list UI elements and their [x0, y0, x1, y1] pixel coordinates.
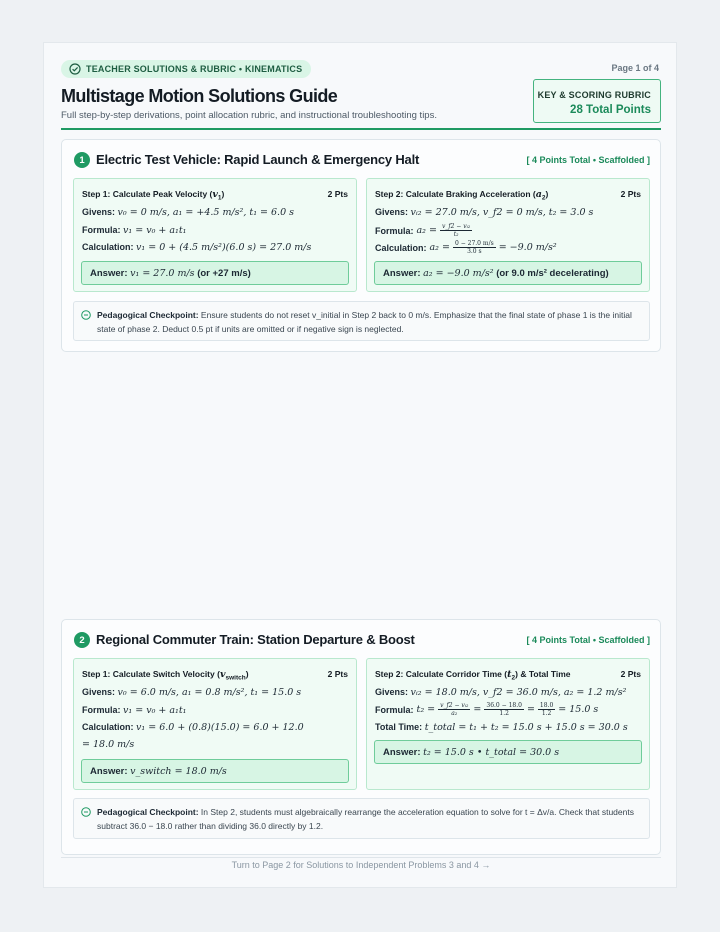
- answer-box: Answer: t₂ = 15.0 s • t_total = 30.0 s: [374, 740, 642, 764]
- step-title: Step 1: Calculate Peak Velocity $(v_1)$: [82, 189, 225, 202]
- problem-number: 2: [74, 632, 90, 648]
- footer-divider: [61, 857, 661, 858]
- problem-points: [ 4 Points Total • Scaffolded ]: [526, 155, 650, 165]
- pedagogical-checkpoint: [73, 798, 650, 839]
- footer-note: Turn to Page 2 for Solutions to Independent Problems 3 and 4 →: [231, 860, 491, 870]
- answer-box: Answer: v_switch = 18.0 m/s: [81, 759, 349, 783]
- page-subtitle: Full step-by-step derivations, point allocation rubric, and instructional troubleshooting tips.: [61, 110, 437, 121]
- info-icon: [81, 310, 91, 320]
- formula-line: Formula: t₂ = $\frac{\text{v\_f2 − vᵢ₂}}{\text{a₂}}$ = $\frac{36.0 - 18.0}{1.2}$ = $\frac{18.0}{1.2}$ = 15.0 s: [375, 702, 599, 717]
- step-card: [366, 658, 650, 790]
- calculation-line: Calculation: a₂ = $\frac{0 - 27.0 m/s}{3.0 s}$ = −9.0 m/s²: [375, 240, 557, 255]
- step-card: [73, 178, 357, 292]
- header-divider: [61, 128, 661, 130]
- total-points: 28 Total Points: [570, 104, 651, 116]
- step-title: Step 2: Calculate Braking Acceleration $(a_2)$: [375, 189, 549, 202]
- formula-line: Formula: v₁ = v₀ + a₁t₁: [82, 225, 187, 236]
- step-card: [73, 658, 357, 790]
- answer-box: Answer: v₁ = 27.0 m/s (or +27 m/s): [81, 261, 349, 285]
- problem-section-2: [61, 619, 661, 855]
- givens-line: Givens: vᵢ₂ = 18.0 m/s, v_f2 = 36.0 m/s, a₂ = 1.2 m/s²: [375, 687, 627, 698]
- givens-line: Givens: v₀ = 0 m/s, a₁ = +4.5 m/s², t₁ = 6.0 s: [82, 207, 295, 218]
- pedagogical-checkpoint: [73, 301, 650, 341]
- calculation-line: Calculation: v₁ = 0 + (4.5 m/s²)(6.0 s) = 27.0 m/s: [82, 242, 312, 253]
- step-points: 2 Pts: [620, 669, 641, 679]
- step-title: Step 2: Calculate Corridor Time $(t_2)$ & Total Time: [375, 669, 571, 682]
- formula-line: Formula: a₂ = $\frac{\text{v\_f2 − vᵢ₂}}{\text{t₂}}$: [375, 223, 471, 238]
- checkpoint-label: Pedagogical Checkpoint:: [97, 310, 199, 320]
- subject-badge: [61, 60, 311, 78]
- givens-line: Givens: vᵢ₂ = 27.0 m/s, v_f2 = 0 m/s, t₂ = 3.0 s: [375, 207, 594, 218]
- info-icon: [81, 807, 91, 817]
- calculation-continued: = 18.0 m/s: [82, 739, 135, 750]
- problem-title: Regional Commuter Train: Station Departure & Boost: [96, 632, 415, 647]
- step-points: 2 Pts: [327, 189, 348, 199]
- step-points: 2 Pts: [327, 669, 348, 679]
- step-card: [366, 178, 650, 292]
- formula-line: Formula: v₁ = v₀ + a₁t₁: [82, 705, 187, 716]
- scoring-key-box: [533, 79, 661, 123]
- key-label: KEY & SCORING RUBRIC: [537, 90, 651, 100]
- checkpoint-text: In Step 2, students must algebraically rearrange the acceleration equation to solve for t = Δv/a. Check that students subtract 36.0 − 18.0 rather than dividing 36.0 directly by 1.2.: [97, 807, 634, 831]
- calculation-line: Calculation: v₁ = 6.0 + (0.8)(15.0) = 6.0 + 12.0: [82, 722, 304, 733]
- check-circle-icon: [69, 63, 81, 75]
- problem-points: [ 4 Points Total • Scaffolded ]: [526, 635, 650, 645]
- total-time-line: Total Time: t_total = t₁ + t₂ = 15.0 s + 15.0 s = 30.0 s: [375, 722, 628, 733]
- problem-title: Electric Test Vehicle: Rapid Launch & Emergency Halt: [96, 152, 420, 167]
- givens-line: Givens: v₀ = 6.0 m/s, a₁ = 0.8 m/s², t₁ = 15.0 s: [82, 687, 302, 698]
- problem-number: 1: [74, 152, 90, 168]
- badge-text: TEACHER SOLUTIONS & RUBRIC • KINEMATICS: [86, 64, 303, 74]
- checkpoint-text: Ensure students do not reset v_initial in Step 2 back to 0 m/s. Emphasize that the final state of phase 1 is the initial state of phase 2. Deduct 0.5 pt if units are omitted or if negative sign is neglected.: [97, 310, 632, 334]
- step-points: 2 Pts: [620, 189, 641, 199]
- problem-section-1: [61, 139, 661, 352]
- page-title: Multistage Motion Solutions Guide: [61, 86, 338, 106]
- step-title: Step 1: Calculate Switch Velocity $(v_{switch})$: [82, 669, 249, 682]
- answer-box: Answer: a₂ = −9.0 m/s² (or 9.0 m/s² decelerating): [374, 261, 642, 285]
- checkpoint-label: Pedagogical Checkpoint:: [97, 807, 199, 817]
- solutions-page: [43, 42, 677, 888]
- page-number: Page 1 of 4: [611, 63, 659, 73]
